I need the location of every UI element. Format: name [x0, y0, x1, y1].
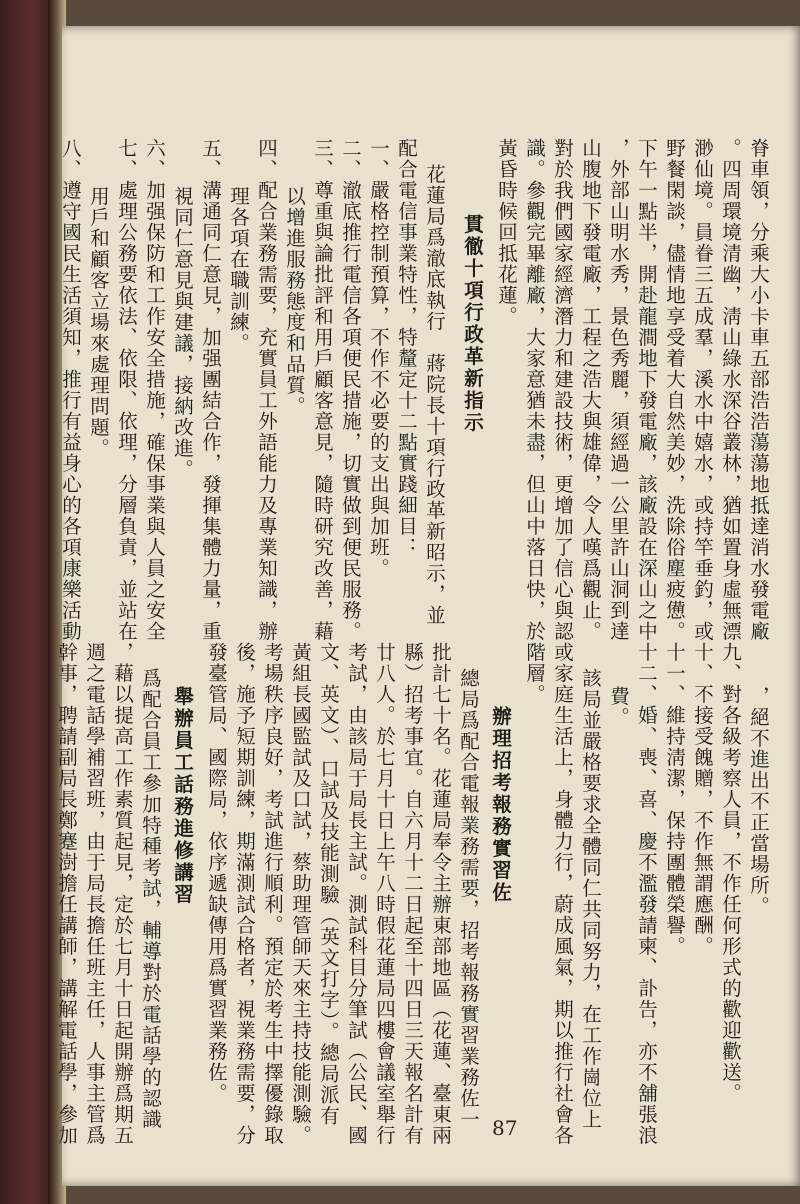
list-item: 十一、維持淸潔，保持團體榮譽。: [663, 642, 686, 957]
text-column: 費。: [607, 686, 630, 728]
list-item: 十二、婚、喪、喜、慶不濫發請柬、訃告，亦不舖張浪: [635, 642, 658, 1146]
text-column: 考場秩序良好，考試進行順利。預定於考生中擇優錄取: [261, 642, 284, 1146]
section-title: 貫徹十項行政革新指示: [461, 214, 484, 434]
text-column: 花蓮局爲澈底執行 蔣院長十項行政革新昭示，並: [423, 164, 446, 626]
list-item: 一、嚴格控制預算，不作不必要的支出與加班。: [367, 138, 390, 579]
text-column: 總局爲配合電報業務需要，招考報務實習業務佐一: [457, 668, 480, 1130]
text-column: ，藉以提高工作素質起見，定於七月十日起開辦爲期五: [111, 642, 134, 1146]
list-item: 七、處理公務要依法、依限、依理，分層負責，並站在: [115, 138, 138, 642]
text-column: ，外部山明水秀，景色秀麗，須經過一公里許山洞到達: [607, 138, 630, 642]
text-column: 或家庭生活上，身體力行，蔚成風氣，期以推行社會各: [551, 642, 574, 1146]
list-item: 用戶和顧客立場來處理問題。: [87, 186, 110, 459]
document-page: [55, 26, 800, 1186]
page-number: 87: [492, 1116, 518, 1140]
section-title: 舉辦員工話務進修講習: [171, 686, 194, 906]
list-item: 二、澈底推行電信各項便民措施，切實做到便民服務。: [339, 138, 362, 642]
text-column: 野餐閑談，儘情地享受着大自然美妙，洗除俗塵疲憊。: [663, 138, 686, 642]
list-item: 視同仁意見與建議，接納改進。: [171, 186, 194, 480]
text-column: 縣）招考事宜。自六月十二日起至十四日三天報名計有: [401, 642, 424, 1146]
text-column: 幹事，聘請副局長鄭蹇澍擔任講師，講解電話學，參加: [55, 642, 78, 1146]
text-column: 對於我們國家經濟潛力和建設技術，更增加了信心與認: [551, 138, 574, 642]
section-title: 辦理招考報務實習佐: [489, 706, 512, 904]
text-column: 週之電話學補習班，由于局長擔任班主任，人事主管爲: [83, 642, 106, 1146]
list-item: 以增進服務態度和品質。: [283, 186, 306, 417]
text-column: 考試，由該局于局長主試。測試科目分筆試（公民、國: [345, 642, 368, 1146]
text-column: 爲配合員工參加特種考試，輔導對於電話學的認識: [139, 668, 162, 1130]
list-item: 十、不接受餽贈，不作無謂應酬。: [691, 642, 714, 957]
text-column: 黃組長國監試及口試，蔡助理管師天來主持技能測驗。: [289, 642, 312, 1146]
text-column: 黃昏時候回抵花蓮。: [495, 138, 518, 327]
text-column: 渺仙境。員眷三五成羣，溪水中嬉水，或持竿垂釣，或: [691, 138, 714, 642]
list-item: 四、配合業務需要，充實員工外語能力及專業知識，辦: [255, 138, 278, 642]
text-column: 階層。: [523, 642, 546, 705]
text-column: 文、英文）、口試及技能測驗（英文打字）。總局派有: [317, 642, 340, 1127]
text-column: 山腹地下發電廠，工程之浩大與雄偉，令人嘆爲觀止。: [579, 138, 602, 642]
text-column: 識。參觀完畢離廠，大家意猶未盡，但山中落日快，於: [523, 138, 546, 642]
list-item: 三、尊重與論批評和用戶顧客意見，隨時研究改善，藉: [311, 138, 334, 642]
list-item: 理各項在職訓練。: [227, 186, 250, 354]
text-column: 發臺管局、國際局，依序遞缺傳用爲實習業務佐。: [205, 642, 228, 1104]
text-column: 該局並嚴格要求全體同仁共同努力，在工作崗位上: [579, 668, 602, 1130]
list-item: 八、遵守國民生活須知，推行有益身心的各項康樂活動: [59, 138, 82, 642]
text-column: ，絕不進出不正當場所。: [747, 686, 770, 917]
text-column: 配合電信事業特性，特釐定十二點實踐細目：: [395, 138, 418, 558]
text-column: 。四周環境清幽，淸山綠水深谷叢林，猶如置身虛無漂: [719, 138, 742, 642]
list-item: 五、溝通同仁意見，加强團結合作，發揮集體力量，重: [199, 138, 222, 642]
list-item: 六、加强保防和工作安全措施，確保事業與人員之安全: [143, 138, 166, 642]
text-column: 廿八人。於七月十日上午八時假花蓮局四樓會議室舉行: [373, 642, 396, 1146]
text-column: 後，施予短期訓練，期滿測試合格者，視業務需要，分: [233, 642, 256, 1146]
list-item: 九、對各級考察人員，不作任何形式的歡迎歡送。: [719, 642, 742, 1104]
text-column: 下午一點半，開赴龍澗地下發電廠，該廠設在深山之中: [635, 138, 658, 642]
text-column: 批計七十名。花蓮局奉令主辦東部地區（花蓮、臺東兩: [429, 642, 452, 1146]
text-column: 脊車領，分乘大小卡車五部浩浩蕩蕩地抵達消水發電廠: [747, 138, 770, 642]
